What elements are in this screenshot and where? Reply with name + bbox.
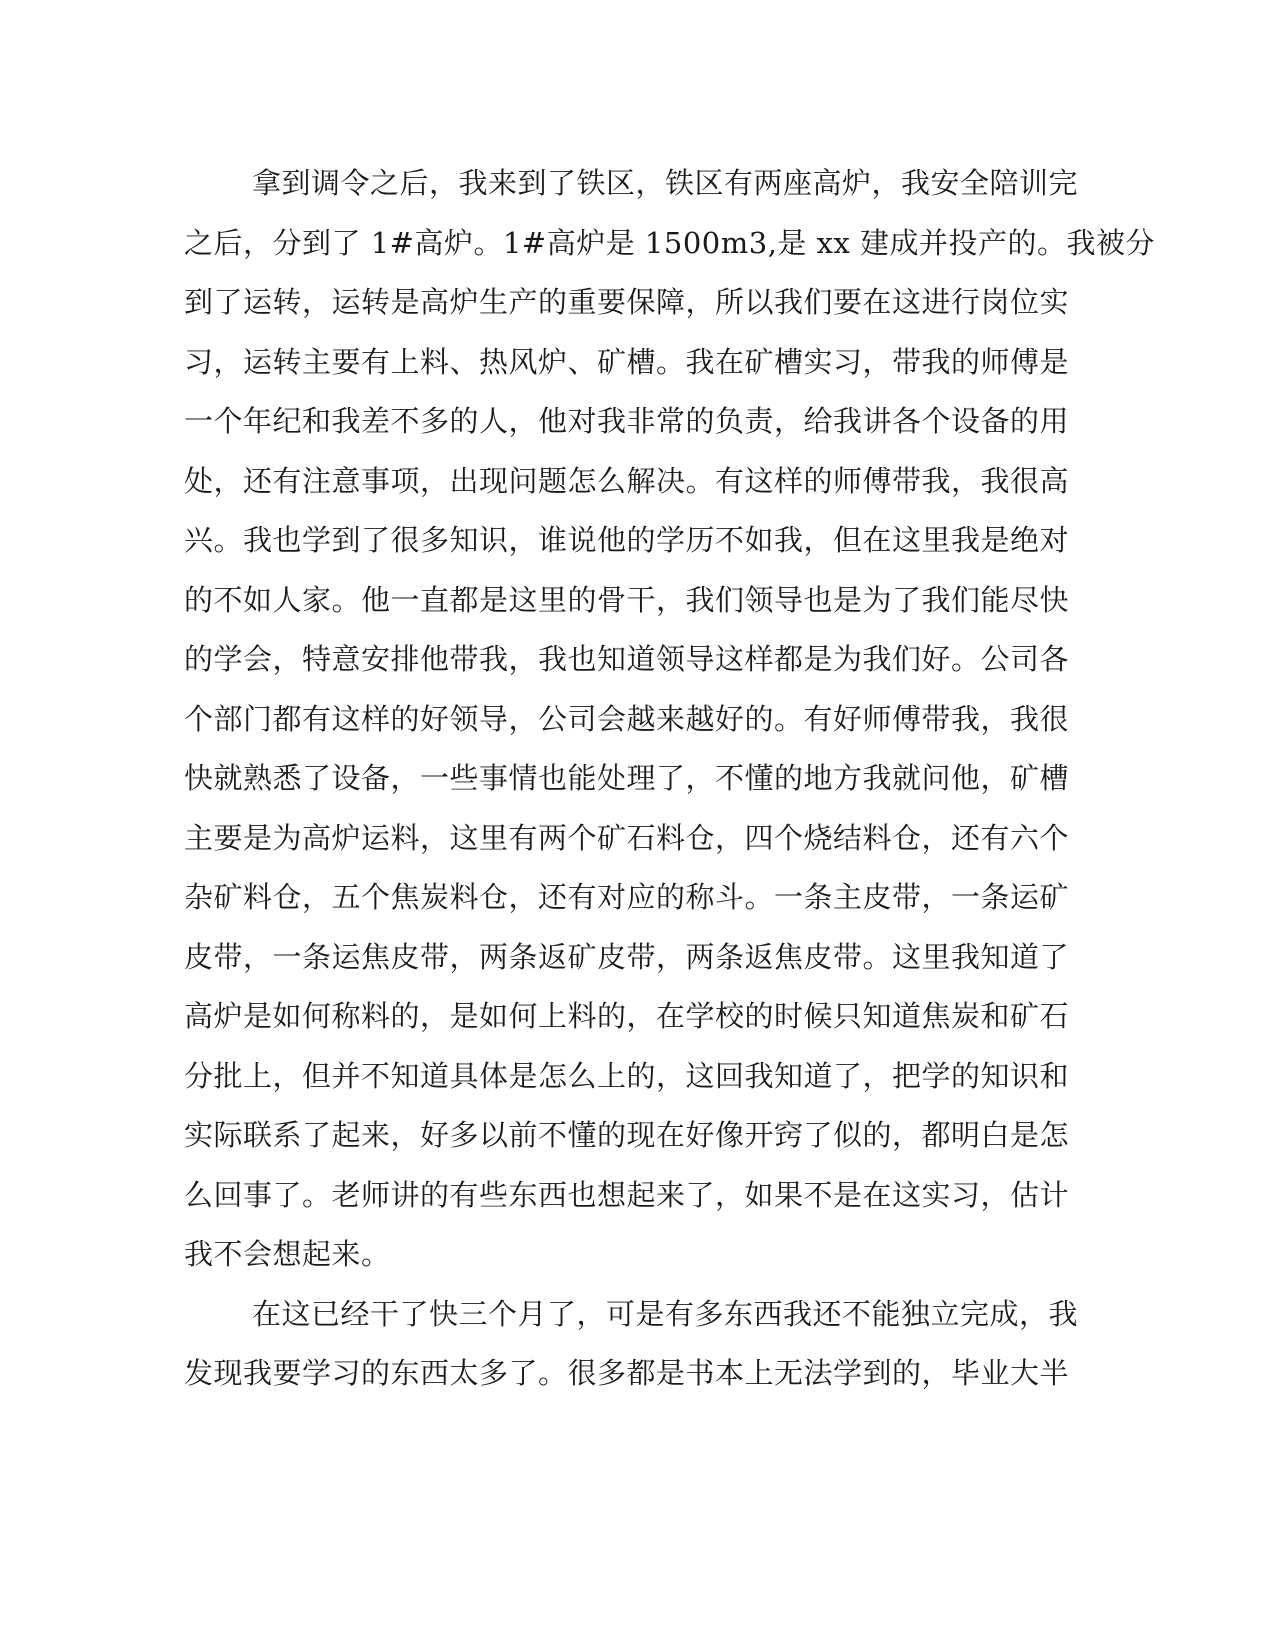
text-line: 的不如人家。他一直都是这里的骨干，我们领导也是为了我们能尽快	[184, 582, 1070, 617]
text-line: 么回事了。老师讲的有些东西也想起来了，如果不是在这实习，估计	[184, 1177, 1070, 1212]
paragraph-2	[184, 1294, 1079, 1413]
text-line: 快就熟悉了设备，一些事情也能处理了，不懂的地方我就问他，矿槽	[184, 761, 1070, 795]
text-line: 个部门都有这样的好领导，公司会越来越好的。有好师傅带我，我很	[184, 701, 1070, 736]
text-line: 拿到调令之后，我来到了铁区，铁区有两座高炉，我安全陪训完	[252, 166, 1079, 200]
body-text	[184, 163, 1156, 1413]
text-line: 高炉是如何称料的，是如何上料的，在学校的时候只知道焦炭和矿石	[184, 999, 1070, 1033]
text-line: 皮带，一条运焦皮带，两条返矿皮带，两条返焦皮带。这里我知道了	[184, 939, 1070, 974]
text-line: 我不会想起来。	[184, 1237, 391, 1271]
text-line: 到了运转，运转是高炉生产的重要保障，所以我们要在这进行岗位实	[184, 285, 1070, 319]
text-line: 分批上，但并不知道具体是怎么上的，这回我知道了，把学的知识和	[184, 1058, 1070, 1093]
text-line: 之后，分到了 1#高炉。1#高炉是 1500m3,是 xx 建成并投产的。我被分	[184, 225, 1156, 260]
text-line: 兴。我也学到了很多知识，谁说他的学历不如我，但在这里我是绝对	[184, 523, 1070, 557]
text-line: 处，还有注意事项，出现问题怎么解决。有这样的师傅带我，我很高	[184, 463, 1070, 498]
text-line: 杂矿料仓，五个焦炭料仓，还有对应的称斗。一条主皮带，一条运矿	[184, 880, 1070, 914]
text-line: 主要是为高炉运料，这里有两个矿石料仓，四个烧结料仓，还有六个	[184, 820, 1070, 855]
paragraph-1	[184, 163, 1156, 1294]
text-line: 实际联系了起来，好多以前不懂的现在好像开窍了似的，都明白是怎	[184, 1118, 1070, 1152]
text-line: 习，运转主要有上料、热风炉、矿槽。我在矿槽实习，带我的师傅是	[184, 344, 1070, 379]
text-line: 在这已经干了快三个月了，可是有多东西我还不能独立完成，我	[252, 1296, 1079, 1331]
text-line: 的学会，特意安排他带我，我也知道领导这样都是为我们好。公司各	[184, 642, 1070, 676]
text-line: 一个年纪和我差不多的人，他对我非常的负责，给我讲各个设备的用	[184, 404, 1070, 438]
text-line: 发现我要学习的东西太多了。很多都是书本上无法学到的，毕业大半	[184, 1356, 1070, 1390]
